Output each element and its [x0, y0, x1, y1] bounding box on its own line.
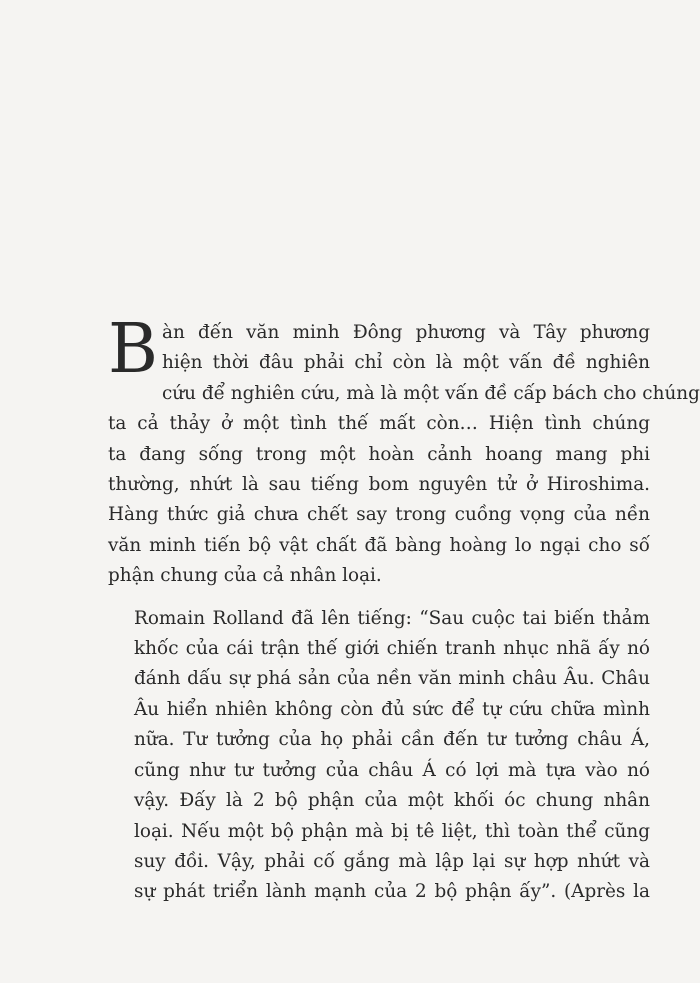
text-line: Âu hiển nhiên không còn đủ sức để tự cứu chữa mình — [134, 698, 650, 720]
text-line: khốc của cái trận thế giới chiến tranh nhục nhã ấy nó — [134, 638, 650, 660]
text-line: hiện thời đâu phải chỉ còn là một vấn đề nghiên — [161, 352, 650, 374]
text-line: thường, nhứt là sau tiếng bom nguyên tử ở Hiroshima. — [108, 474, 650, 496]
text-line: loại. Nếu một bộ phận mà bị tê liệt, thì toàn thể cũng — [134, 820, 650, 842]
text-line: ta đang sống trong một hoàn cảnh hoang mang phi — [108, 443, 650, 465]
text-line: nữa. Tư tưởng của họ phải cần đến tư tưởng châu Á, — [134, 729, 650, 751]
body-text — [108, 310, 700, 908]
text-line: sự phát triển lành mạnh của 2 bộ phận ấy”. (Après la — [134, 881, 650, 903]
text-line: suy đồi. Vậy, phải cố gắng mà lập lại sự hợp nhứt và — [134, 850, 650, 872]
text-line: àn đến văn minh Đông phương và Tây phương — [161, 322, 650, 343]
text-line: cũng như tư tưởng của châu Á có lợi mà tựa vào nó — [134, 759, 650, 781]
text-line: văn minh tiến bộ vật chất đã bàng hoàng lo ngại cho số — [108, 534, 650, 556]
text-line: phận chung của cả nhân loại. — [108, 565, 382, 587]
text-line: ta cả thảy ở một tình thế mất còn… Hiện tình chúng — [108, 413, 650, 435]
paragraph-2 — [108, 604, 650, 908]
text-line: Romain Rolland đã lên tiếng: “Sau cuộc tai biến thảm — [134, 607, 650, 629]
drop-cap: B — [108, 310, 158, 389]
text-line: vậy. Đấy là 2 bộ phận của một khối óc chung nhân — [134, 790, 650, 812]
text-line: đánh dấu sự phá sản của nền văn minh châu Âu. Châu — [134, 668, 650, 690]
text-line: cứu để nghiên cứu, mà là một vấn đề cấp bách cho chúng — [161, 382, 700, 404]
paragraph-1 — [108, 310, 700, 592]
text-line: Hàng thức giả chưa chết say trong cuồng vọng của nền — [108, 504, 650, 526]
